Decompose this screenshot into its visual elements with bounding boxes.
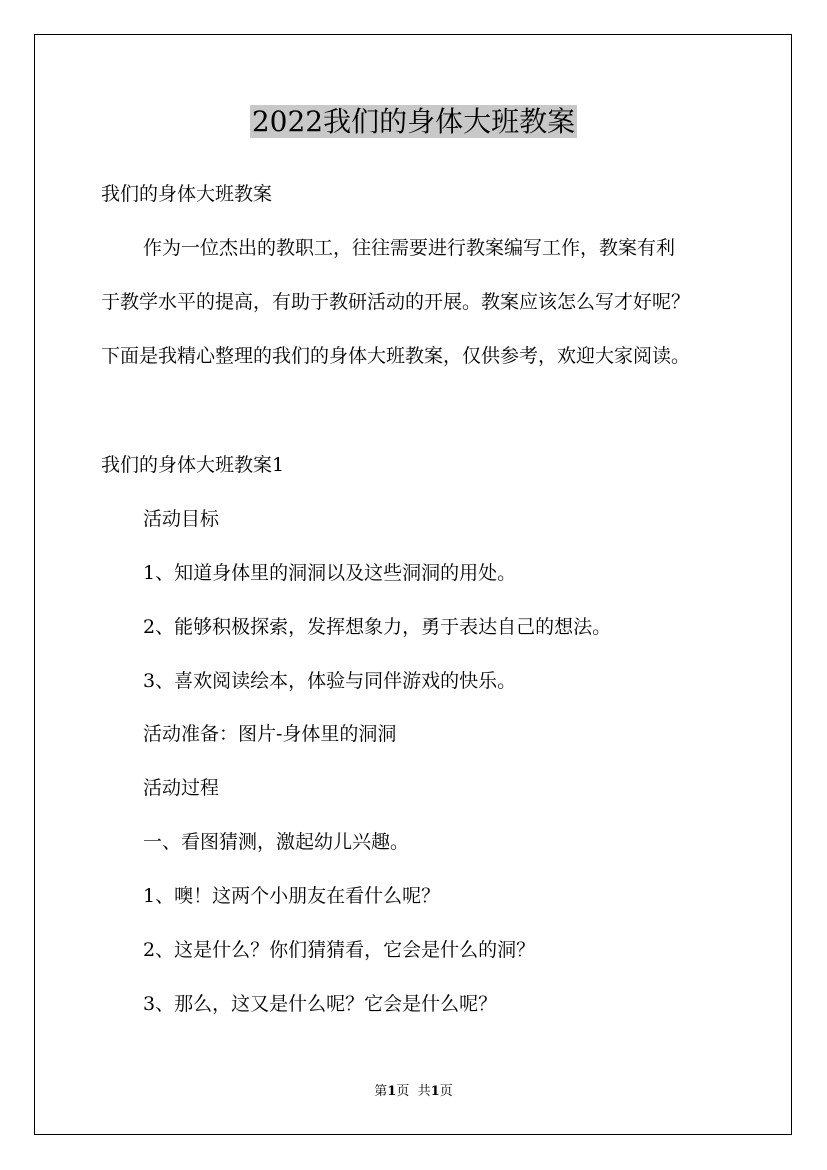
- footer-total-number: 1: [430, 1084, 440, 1099]
- document-title-text: 2022我们的身体大班教案: [251, 105, 576, 138]
- process-item-1: 1、噢！这两个小朋友在看什么呢？: [143, 885, 441, 907]
- preparation-line: 活动准备：图片-身体里的洞洞: [143, 723, 397, 745]
- document-title: [0, 100, 827, 144]
- intro-paragraph-line-3: 下面是我精心整理的我们的身体大班教案，仅供参考，欢迎大家阅读。: [101, 345, 691, 367]
- goal-item-2: 2、能够积极探索，发挥想象力，勇于表达自己的想法。: [143, 616, 612, 638]
- intro-paragraph-line-1: 作为一位杰出的教职工，往往需要进行教案编写工作，教案有利: [143, 237, 676, 259]
- goal-item-3: 3、喜欢阅读绘本，体验与同伴游戏的快乐。: [143, 670, 517, 692]
- process-item-3: 3、那么，这又是什么呢？它会是什么呢？: [143, 993, 498, 1015]
- footer-page-number: 1: [387, 1084, 397, 1099]
- footer-page-suffix: 页: [396, 1084, 410, 1099]
- footer-total-prefix: 共: [417, 1084, 431, 1099]
- goal-item-1: 1、知道身体里的洞洞以及这些洞洞的用处。: [143, 562, 517, 584]
- page-footer: [0, 1084, 827, 1100]
- footer-page-prefix: 第: [374, 1084, 388, 1099]
- footer-total-suffix: 页: [439, 1084, 453, 1099]
- goals-heading: 活动目标: [143, 508, 220, 530]
- process-heading: 活动过程: [143, 777, 220, 799]
- process-item-2: 2、这是什么？你们猜猜看，它会是什么的洞？: [143, 939, 536, 961]
- section-heading: 我们的身体大班教案: [101, 183, 273, 205]
- process-step-heading: 一、看图猜测，激起幼儿兴趣。: [143, 831, 410, 853]
- lesson-heading: 我们的身体大班教案1: [101, 454, 285, 476]
- intro-paragraph-line-2: 于教学水平的提高，有助于教研活动的开展。教案应该怎么写才好呢？: [101, 291, 691, 313]
